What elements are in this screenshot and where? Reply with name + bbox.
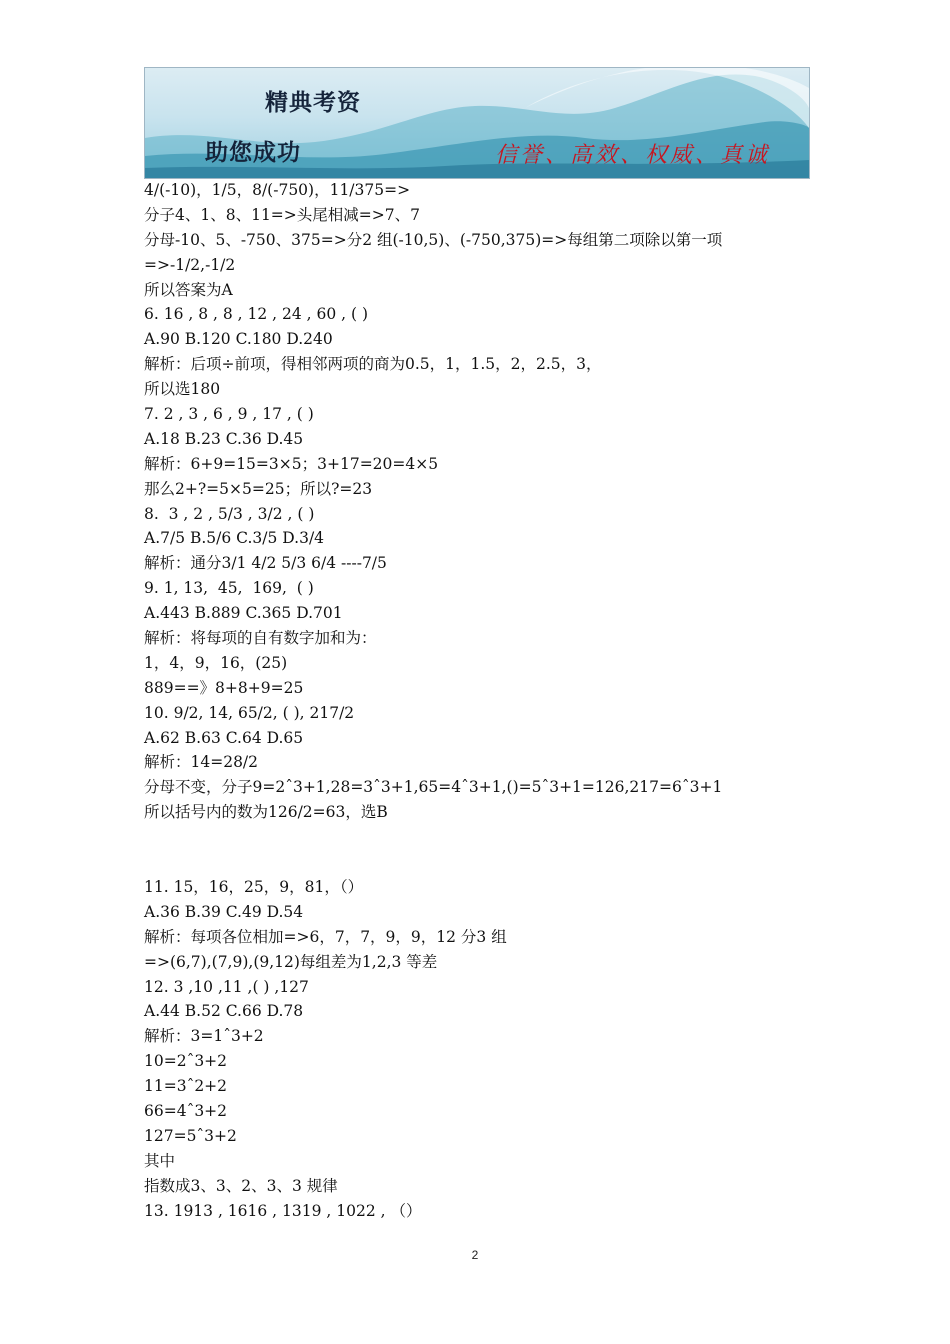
options-line: A.18 B.23 C.36 D.45 bbox=[144, 429, 304, 448]
text-line: 10=2ˆ3+2 bbox=[144, 1052, 228, 1071]
banner-subtitle: 助您成功 bbox=[205, 140, 301, 166]
question-line: 12. 3 ,10 ,11 ,( ) ,127 bbox=[144, 977, 309, 996]
text-line: 所以答案为A bbox=[144, 280, 233, 299]
text-line: 分母不变，分子9=2ˆ3+1,28=3ˆ3+1,65=4ˆ3+1,()=5ˆ3+1=126,217=6ˆ3+1 bbox=[144, 778, 723, 797]
options-line: A.44 B.52 C.66 D.78 bbox=[144, 1002, 304, 1021]
banner-title: 精典考资 bbox=[265, 90, 361, 116]
blank-line bbox=[144, 850, 824, 875]
text-line: =>-1/2,-1/2 bbox=[144, 255, 236, 274]
text-line: 4/(-10)，1/5，8/(-750)，11/375=> bbox=[144, 181, 411, 199]
options-line: A.36 B.39 C.49 D.54 bbox=[144, 902, 304, 921]
text-line: 解析：3=1ˆ3+2 bbox=[144, 1027, 264, 1046]
text-line: 分母-10、5、-750、375=>分2 组(-10,5)、(-750,375)=>每组第二项除以第一项 bbox=[144, 230, 723, 249]
question-line: 9. 1, 13, 45, 169, ( ) bbox=[144, 579, 314, 598]
text-line: 分子4、1、8、11=>头尾相减=>7、7 bbox=[144, 205, 420, 224]
text-line: 解析：通分3/1 4/2 5/3 6/4 ----7/5 bbox=[144, 554, 387, 573]
options-line: A.90 B.120 C.180 D.240 bbox=[144, 330, 333, 349]
text-line: 所以括号内的数为126/2=63，选B bbox=[144, 803, 388, 822]
text-line: 解析：将每项的自有数字加和为： bbox=[144, 629, 377, 648]
text-line: 指数成3、3、2、3、3 规律 bbox=[144, 1176, 338, 1195]
text-line: 解析：每项各位相加=>6，7，7，9，9，12 分3 组 bbox=[144, 927, 507, 946]
blank-line bbox=[144, 825, 824, 850]
question-line: 7. 2 , 3 , 6 , 9 , 17 , ( ) bbox=[144, 405, 314, 424]
text-line: 那么2+?=5×5=25；所以?=23 bbox=[144, 479, 373, 498]
text-line: 11=3ˆ2+2 bbox=[144, 1077, 228, 1096]
text-line: 所以选180 bbox=[144, 380, 221, 399]
options-line: A.7/5 B.5/6 C.3/5 D.3/4 bbox=[144, 529, 325, 548]
options-line: A.62 B.63 C.64 D.65 bbox=[144, 728, 304, 747]
header-banner bbox=[144, 67, 810, 179]
question-line: 8. 3 , 2 , 5/3 , 3/2 , ( ) bbox=[144, 504, 315, 523]
document-body bbox=[144, 178, 824, 1223]
text-line: 889==》8+8+9=25 bbox=[144, 678, 304, 697]
question-line: 10. 9/2, 14, 65/2, ( ), 217/2 bbox=[144, 703, 355, 722]
text-line: 其中 bbox=[144, 1151, 176, 1170]
page-number: 2 bbox=[471, 1248, 479, 1262]
text-line: 解析：6+9=15=3×5；3+17=20=4×5 bbox=[144, 454, 439, 473]
text-line: 解析：后项÷前项，得相邻两项的商为0.5，1，1.5，2，2.5，3， bbox=[144, 355, 602, 374]
text-line: =>(6,7),(7,9),(9,12)每组差为1,2,3 等差 bbox=[144, 952, 438, 971]
text-line: 127=5ˆ3+2 bbox=[144, 1126, 237, 1145]
banner-slogan: 信誉、高效、权威、真诚 bbox=[495, 143, 771, 168]
question-line: 11. 15，16，25，9，81，（） bbox=[144, 877, 364, 896]
options-line: A.443 B.889 C.365 D.701 bbox=[144, 604, 343, 623]
text-line: 1，4，9，16，(25) bbox=[144, 653, 288, 672]
text-line: 66=4ˆ3+2 bbox=[144, 1101, 228, 1120]
text-line: 解析：14=28/2 bbox=[144, 753, 259, 772]
question-line: 13. 1913 , 1616 , 1319 , 1022 , （） bbox=[144, 1201, 422, 1220]
question-line: 6. 16 , 8 , 8 , 12 , 24 , 60 , ( ) bbox=[144, 305, 369, 324]
